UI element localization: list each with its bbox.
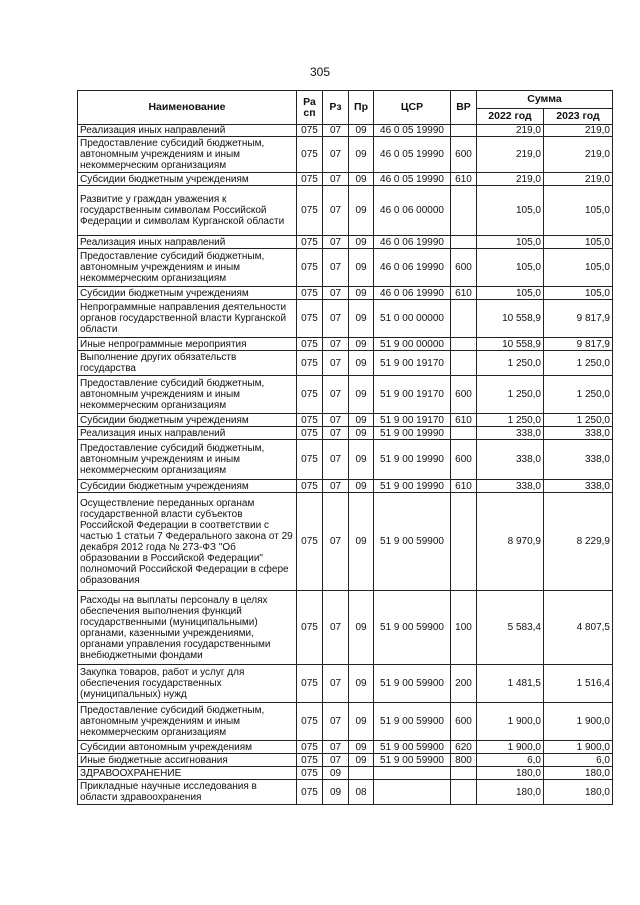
cell-csr: 51 9 00 19990 <box>374 427 451 440</box>
cell-rasp: 075 <box>297 427 323 440</box>
cell-2022: 1 481,5 <box>477 665 544 703</box>
cell-name: Иные непрограммные мероприятия <box>78 338 297 351</box>
table-header-row <box>78 91 613 109</box>
header-2022: 2022 год <box>477 109 544 125</box>
cell-2023: 9 817,9 <box>544 300 613 338</box>
cell-rasp: 075 <box>297 754 323 767</box>
cell-vr: 800 <box>451 754 477 767</box>
cell-vr: 600 <box>451 703 477 741</box>
cell-name: Субсидии автономным учреждениям <box>78 741 297 754</box>
cell-rasp: 075 <box>297 125 323 137</box>
cell-rz: 07 <box>323 137 349 173</box>
cell-name: Выполнение других обязательств государства <box>78 351 297 376</box>
cell-rz: 09 <box>323 780 349 805</box>
table-row <box>78 137 613 173</box>
cell-2023: 180,0 <box>544 780 613 805</box>
cell-pr: 09 <box>349 186 374 236</box>
table-row <box>78 236 613 249</box>
cell-2022: 180,0 <box>477 767 544 780</box>
table-row <box>78 703 613 741</box>
cell-pr: 09 <box>349 300 374 338</box>
cell-csr: 46 0 06 00000 <box>374 186 451 236</box>
table-row <box>78 125 613 137</box>
cell-pr: 09 <box>349 249 374 287</box>
table-body <box>78 125 613 805</box>
cell-pr: 08 <box>349 780 374 805</box>
cell-vr: 600 <box>451 376 477 414</box>
table-row <box>78 767 613 780</box>
cell-vr: 600 <box>451 440 477 480</box>
header-rasp-bottom: сп <box>303 106 316 119</box>
cell-vr: 600 <box>451 137 477 173</box>
cell-name: Предоставление субсидий бюджетным, автономным учреждениям и иным некоммерческим организациям <box>78 376 297 414</box>
cell-pr: 09 <box>349 703 374 741</box>
cell-vr: 610 <box>451 287 477 300</box>
header-pr: Пр <box>349 91 374 125</box>
cell-csr <box>374 767 451 780</box>
cell-csr <box>374 780 451 805</box>
cell-rz: 07 <box>323 493 349 591</box>
cell-rasp: 075 <box>297 780 323 805</box>
cell-2023: 105,0 <box>544 287 613 300</box>
cell-pr: 09 <box>349 665 374 703</box>
cell-2022: 180,0 <box>477 780 544 805</box>
cell-2023: 1 516,4 <box>544 665 613 703</box>
cell-name: Предоставление субсидий бюджетным, автономным учреждениям и иным некоммерческим организациям <box>78 703 297 741</box>
cell-rz: 07 <box>323 351 349 376</box>
cell-pr: 09 <box>349 741 374 754</box>
cell-rasp: 075 <box>297 338 323 351</box>
cell-rz: 07 <box>323 125 349 137</box>
cell-csr: 51 9 00 19990 <box>374 480 451 493</box>
cell-rasp: 075 <box>297 249 323 287</box>
cell-rz: 07 <box>323 414 349 427</box>
cell-rasp: 075 <box>297 186 323 236</box>
cell-rasp: 075 <box>297 440 323 480</box>
cell-name: Субсидии бюджетным учреждениям <box>78 287 297 300</box>
table-row <box>78 173 613 186</box>
cell-rz: 07 <box>323 741 349 754</box>
cell-pr: 09 <box>349 414 374 427</box>
header-vr: ВР <box>451 91 477 125</box>
cell-csr: 51 9 00 59900 <box>374 591 451 665</box>
cell-2022: 1 900,0 <box>477 741 544 754</box>
cell-2022: 1 250,0 <box>477 376 544 414</box>
cell-name: Закупка товаров, работ и услуг для обеспечения государственных (муниципальных) нужд <box>78 665 297 703</box>
cell-rasp: 075 <box>297 591 323 665</box>
cell-rz: 07 <box>323 376 349 414</box>
cell-csr: 51 9 00 59900 <box>374 754 451 767</box>
cell-rasp: 075 <box>297 414 323 427</box>
cell-rz: 07 <box>323 249 349 287</box>
table-row <box>78 493 613 591</box>
cell-rz: 07 <box>323 300 349 338</box>
cell-rasp: 075 <box>297 376 323 414</box>
cell-rasp: 075 <box>297 287 323 300</box>
cell-2022: 338,0 <box>477 427 544 440</box>
cell-rasp: 075 <box>297 300 323 338</box>
cell-vr <box>451 767 477 780</box>
cell-2022: 10 558,9 <box>477 338 544 351</box>
cell-vr: 610 <box>451 173 477 186</box>
cell-2023: 1 900,0 <box>544 703 613 741</box>
cell-name: Реализация иных направлений <box>78 125 297 137</box>
cell-vr <box>451 493 477 591</box>
cell-pr: 09 <box>349 125 374 137</box>
cell-csr: 51 9 00 19990 <box>374 440 451 480</box>
cell-rz: 07 <box>323 591 349 665</box>
table-row <box>78 780 613 805</box>
cell-rasp: 075 <box>297 351 323 376</box>
cell-vr <box>451 338 477 351</box>
cell-rz: 07 <box>323 287 349 300</box>
cell-pr: 09 <box>349 427 374 440</box>
table-row <box>78 427 613 440</box>
cell-rasp: 075 <box>297 236 323 249</box>
cell-name: Предоставление субсидий бюджетным, автономным учреждениям и иным некоммерческим организациям <box>78 249 297 287</box>
cell-vr <box>451 125 477 137</box>
cell-csr: 46 0 06 19990 <box>374 249 451 287</box>
cell-name: Непрограммные направления деятельности органов государственной власти Курганской области <box>78 300 297 338</box>
cell-csr: 51 9 00 59900 <box>374 741 451 754</box>
cell-2023: 219,0 <box>544 173 613 186</box>
cell-2022: 219,0 <box>477 125 544 137</box>
table-row <box>78 351 613 376</box>
cell-2022: 105,0 <box>477 186 544 236</box>
cell-rz: 07 <box>323 754 349 767</box>
cell-pr: 09 <box>349 173 374 186</box>
cell-rz: 07 <box>323 703 349 741</box>
table-row <box>78 414 613 427</box>
header-rasp-top: Ра <box>303 95 316 108</box>
cell-name: Иные бюджетные ассигнования <box>78 754 297 767</box>
cell-2023: 9 817,9 <box>544 338 613 351</box>
cell-vr: 610 <box>451 414 477 427</box>
cell-rasp: 075 <box>297 665 323 703</box>
cell-vr <box>451 351 477 376</box>
cell-rasp: 075 <box>297 493 323 591</box>
cell-csr: 51 9 00 59900 <box>374 493 451 591</box>
cell-rz: 07 <box>323 186 349 236</box>
cell-pr <box>349 767 374 780</box>
table-row <box>78 591 613 665</box>
cell-2023: 1 250,0 <box>544 351 613 376</box>
cell-rz: 07 <box>323 665 349 703</box>
cell-2023: 338,0 <box>544 480 613 493</box>
cell-name: Субсидии бюджетным учреждениям <box>78 414 297 427</box>
cell-2022: 105,0 <box>477 236 544 249</box>
table-row <box>78 480 613 493</box>
cell-2023: 8 229,9 <box>544 493 613 591</box>
cell-vr <box>451 427 477 440</box>
cell-rasp: 075 <box>297 741 323 754</box>
header-rasp <box>297 91 323 125</box>
cell-2023: 6,0 <box>544 754 613 767</box>
cell-pr: 09 <box>349 236 374 249</box>
cell-name: ЗДРАВООХРАНЕНИЕ <box>78 767 297 780</box>
cell-pr: 09 <box>349 287 374 300</box>
cell-2022: 1 250,0 <box>477 351 544 376</box>
cell-csr: 51 0 00 00000 <box>374 300 451 338</box>
table-row <box>78 287 613 300</box>
budget-table <box>77 90 613 805</box>
cell-vr: 600 <box>451 249 477 287</box>
cell-vr <box>451 780 477 805</box>
cell-2022: 105,0 <box>477 249 544 287</box>
cell-rasp: 075 <box>297 767 323 780</box>
cell-csr: 51 9 00 19170 <box>374 414 451 427</box>
cell-2023: 105,0 <box>544 236 613 249</box>
cell-pr: 09 <box>349 754 374 767</box>
cell-csr: 46 0 06 19990 <box>374 236 451 249</box>
cell-csr: 46 0 05 19990 <box>374 125 451 137</box>
cell-2023: 1 250,0 <box>544 414 613 427</box>
cell-2023: 338,0 <box>544 440 613 480</box>
cell-csr: 51 9 00 19170 <box>374 351 451 376</box>
table-row <box>78 186 613 236</box>
table-row <box>78 376 613 414</box>
cell-2023: 338,0 <box>544 427 613 440</box>
cell-name: Реализация иных направлений <box>78 427 297 440</box>
cell-csr: 51 9 00 19170 <box>374 376 451 414</box>
cell-vr: 620 <box>451 741 477 754</box>
cell-vr <box>451 186 477 236</box>
cell-name: Предоставление субсидий бюджетным, автономным учреждениям и иным некоммерческим организациям <box>78 137 297 173</box>
cell-pr: 09 <box>349 440 374 480</box>
cell-2022: 105,0 <box>477 287 544 300</box>
cell-rz: 07 <box>323 173 349 186</box>
cell-rasp: 075 <box>297 173 323 186</box>
page-number: 305 <box>309 65 331 79</box>
header-2023: 2023 год <box>544 109 613 125</box>
cell-2023: 219,0 <box>544 137 613 173</box>
cell-2023: 219,0 <box>544 125 613 137</box>
cell-2022: 338,0 <box>477 480 544 493</box>
cell-pr: 09 <box>349 591 374 665</box>
cell-pr: 09 <box>349 480 374 493</box>
cell-2022: 219,0 <box>477 173 544 186</box>
cell-pr: 09 <box>349 137 374 173</box>
table-row <box>78 741 613 754</box>
table-row <box>78 754 613 767</box>
table-row <box>78 665 613 703</box>
cell-2023: 4 807,5 <box>544 591 613 665</box>
cell-pr: 09 <box>349 338 374 351</box>
table-row <box>78 440 613 480</box>
cell-rz: 07 <box>323 440 349 480</box>
table-row <box>78 249 613 287</box>
cell-csr: 46 0 05 19990 <box>374 173 451 186</box>
header-csr: ЦСР <box>374 91 451 125</box>
cell-2022: 8 970,9 <box>477 493 544 591</box>
cell-csr: 46 0 05 19990 <box>374 137 451 173</box>
cell-rasp: 075 <box>297 703 323 741</box>
cell-rasp: 075 <box>297 137 323 173</box>
cell-2022: 338,0 <box>477 440 544 480</box>
cell-vr: 200 <box>451 665 477 703</box>
cell-2022: 219,0 <box>477 137 544 173</box>
cell-name: Расходы на выплаты персоналу в целях обеспечения выполнения функций государственными (муниципальными) органами, казенными учреждениями, органами управления государственными внебюджетными фондами <box>78 591 297 665</box>
cell-2023: 105,0 <box>544 186 613 236</box>
table-row <box>78 338 613 351</box>
cell-csr: 51 9 00 59900 <box>374 665 451 703</box>
cell-name: Реализация иных направлений <box>78 236 297 249</box>
cell-csr: 51 9 00 59900 <box>374 703 451 741</box>
cell-rz: 09 <box>323 767 349 780</box>
cell-2022: 6,0 <box>477 754 544 767</box>
cell-2022: 1 900,0 <box>477 703 544 741</box>
cell-name: Субсидии бюджетным учреждениям <box>78 173 297 186</box>
cell-pr: 09 <box>349 351 374 376</box>
cell-name: Предоставление субсидий бюджетным, автономным учреждениям и иным некоммерческим организациям <box>78 440 297 480</box>
cell-2022: 5 583,4 <box>477 591 544 665</box>
cell-name: Осуществление переданных органам государственной власти субъектов Российской Федерации в соответствии с частью 1 статьи 7 Федерального закона от 29 декабря 2012 года № 273-ФЗ "Об образовании в Российской Федерации" полномочий Российской Федерации в сфере образования <box>78 493 297 591</box>
cell-csr: 51 9 00 00000 <box>374 338 451 351</box>
cell-rz: 07 <box>323 236 349 249</box>
cell-rz: 07 <box>323 480 349 493</box>
table-row <box>78 300 613 338</box>
cell-2023: 1 900,0 <box>544 741 613 754</box>
cell-name: Прикладные научные исследования в области здравоохранения <box>78 780 297 805</box>
cell-2022: 10 558,9 <box>477 300 544 338</box>
cell-pr: 09 <box>349 493 374 591</box>
header-sum: Сумма <box>477 91 613 109</box>
cell-rz: 07 <box>323 338 349 351</box>
cell-2023: 105,0 <box>544 249 613 287</box>
cell-vr: 100 <box>451 591 477 665</box>
cell-vr: 610 <box>451 480 477 493</box>
cell-name: Развитие у граждан уважения к государственным символам Российской Федерации и символам Курганской области <box>78 186 297 236</box>
header-rz: Рз <box>323 91 349 125</box>
cell-vr <box>451 300 477 338</box>
cell-name: Субсидии бюджетным учреждениям <box>78 480 297 493</box>
cell-vr <box>451 236 477 249</box>
header-name: Наименование <box>78 91 297 125</box>
cell-2023: 180,0 <box>544 767 613 780</box>
cell-2022: 1 250,0 <box>477 414 544 427</box>
cell-rz: 07 <box>323 427 349 440</box>
cell-csr: 46 0 06 19990 <box>374 287 451 300</box>
cell-pr: 09 <box>349 376 374 414</box>
cell-2023: 1 250,0 <box>544 376 613 414</box>
cell-rasp: 075 <box>297 480 323 493</box>
